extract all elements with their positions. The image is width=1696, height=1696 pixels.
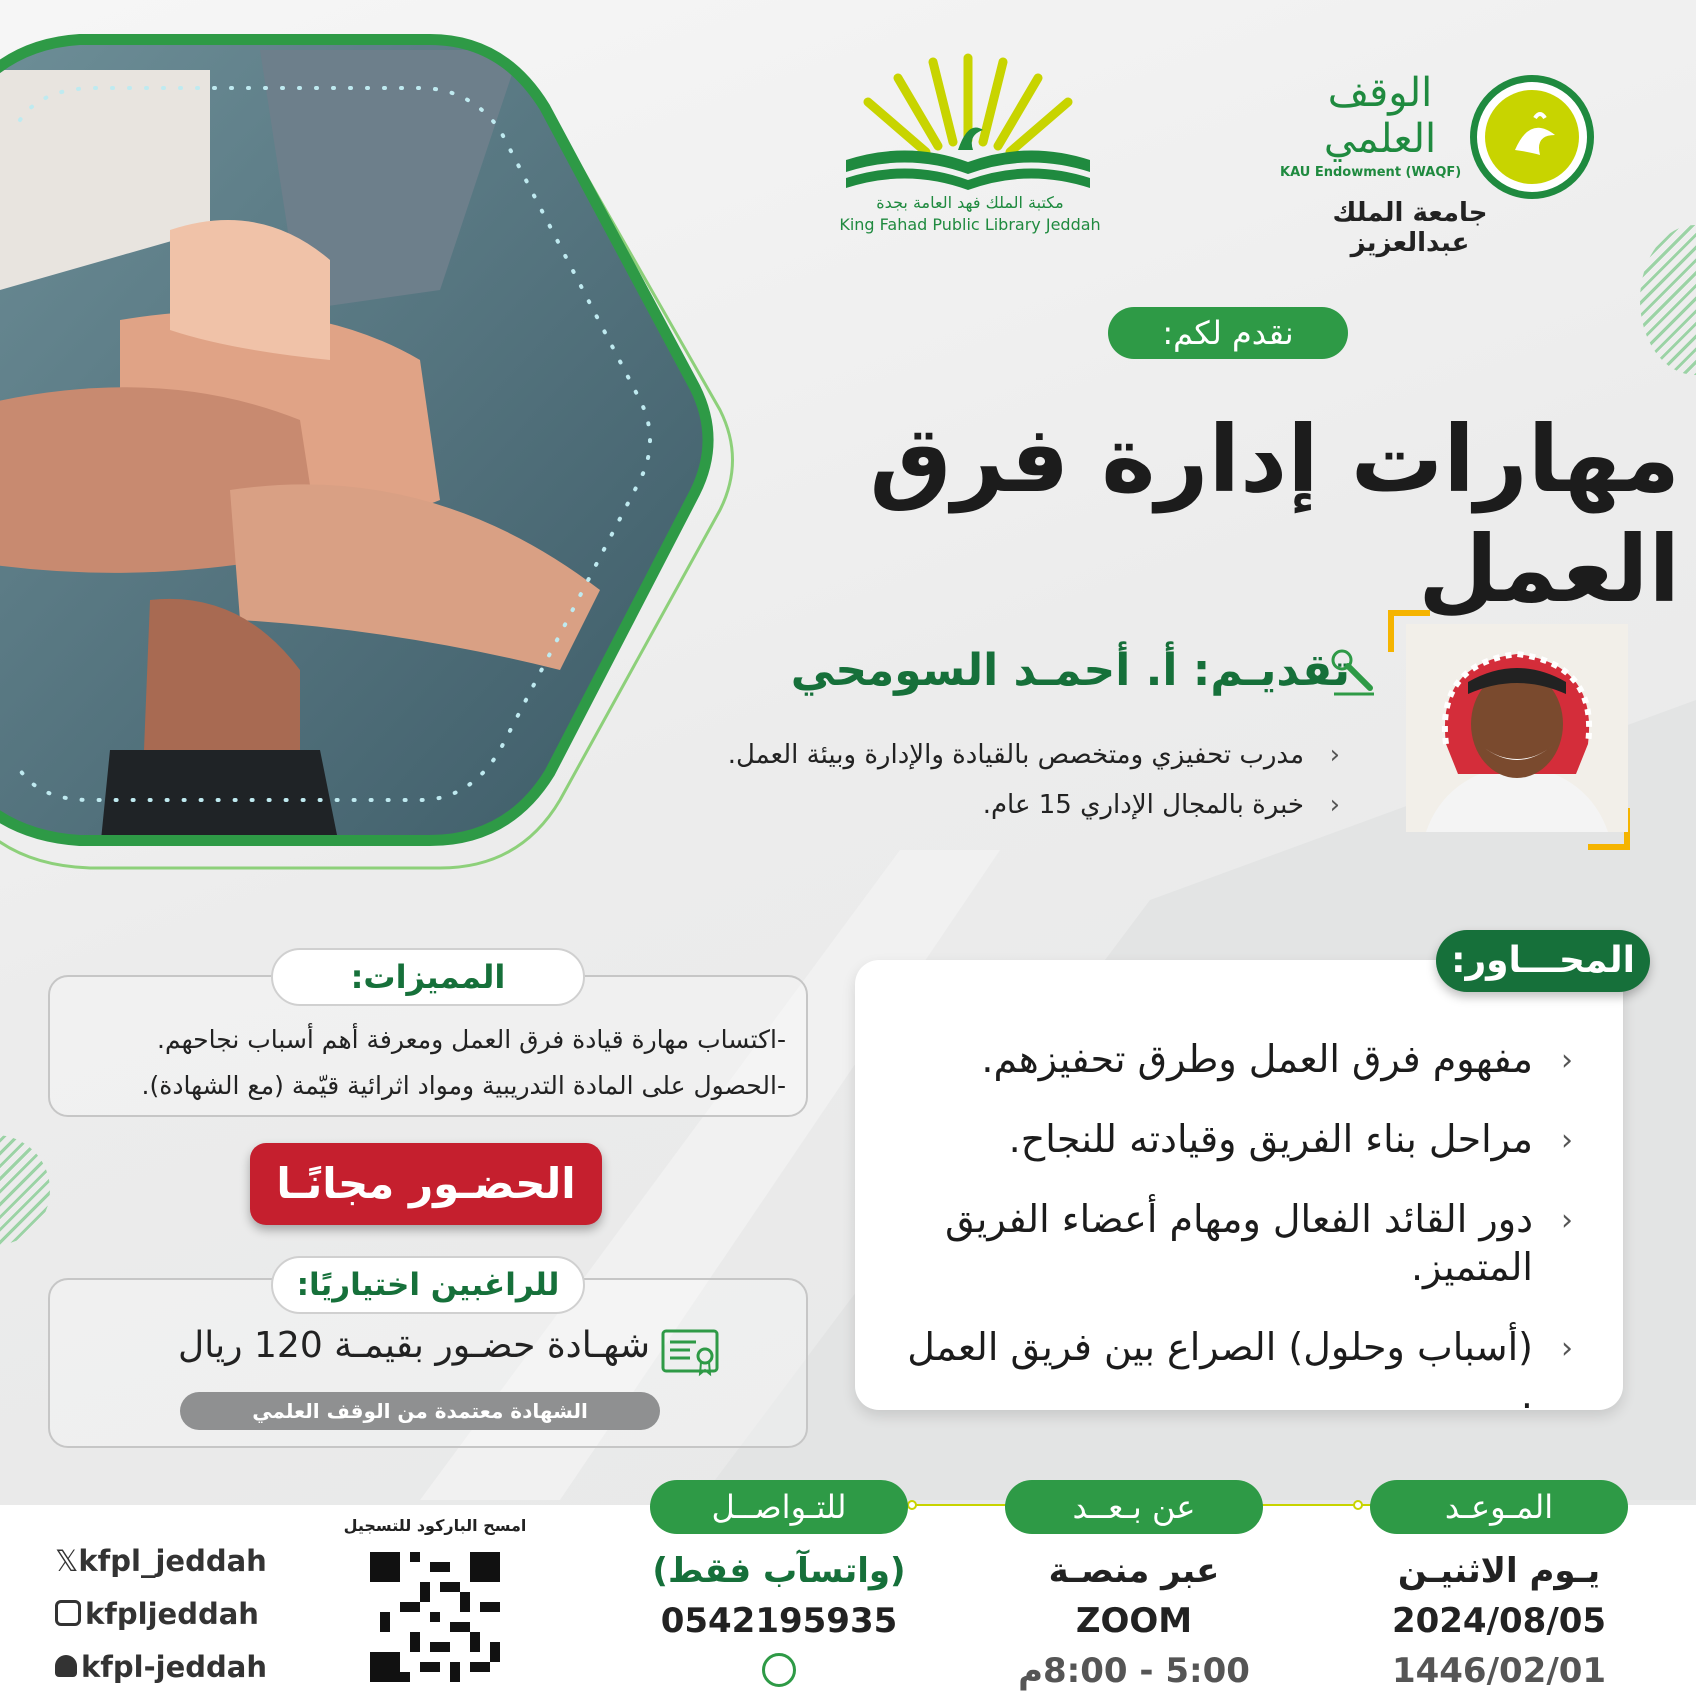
schedule-hijri: 1446/02/01 bbox=[1391, 1651, 1607, 1691]
waqf-name-ar: الوقف العلمي bbox=[1323, 70, 1437, 162]
remote-time: 5:00 - 8:00م bbox=[1018, 1651, 1250, 1691]
microphone-icon bbox=[1330, 648, 1378, 698]
contact-phone-row[interactable] bbox=[640, 1596, 918, 1696]
waqf-name-en: KAU Endowment (WAQF) bbox=[1280, 165, 1462, 180]
topics-list bbox=[893, 1035, 1573, 1451]
topic-item: ‹ مراحل بناء الفريق وقيادته للنجاح. bbox=[893, 1115, 1573, 1163]
x-icon: 𝕏 bbox=[55, 1544, 79, 1578]
features-badge: المميزات: bbox=[271, 948, 585, 1006]
library-name-ar: مكتبة الملك فهد العامة بجدة bbox=[876, 193, 1064, 212]
instagram-icon bbox=[55, 1600, 81, 1626]
qr-label: امسح الباركود للتسجيل bbox=[343, 1516, 527, 1535]
contact-badge: للتـواصــل bbox=[650, 1480, 908, 1534]
optional-badge: للراغبين اختياريًا: bbox=[271, 1256, 585, 1314]
topics-card bbox=[855, 960, 1623, 1417]
social-item[interactable]: kfpl-jeddah bbox=[55, 1641, 267, 1694]
waqf-emblem-icon bbox=[1485, 90, 1579, 184]
certificate-icon bbox=[660, 1328, 720, 1378]
feature-item: -اكتساب مهارة قيادة فرق العمل ومعرفة أهم أسباب نجاحهم. bbox=[157, 1025, 786, 1054]
social-item[interactable]: kfpljeddah bbox=[55, 1588, 267, 1641]
topic-item: ‹ (أسباب وحلول) الصراع بين فريق العمل . bbox=[907, 1325, 1573, 1417]
remote-platform-name: ZOOM bbox=[1075, 1601, 1193, 1641]
snapchat-icon bbox=[55, 1655, 77, 1677]
certificate-price: شهـادة حضـور بقيمـة 120 ريال bbox=[178, 1325, 650, 1366]
waqf-logo-ring bbox=[1470, 75, 1594, 199]
chevron-icon: ‹ bbox=[1561, 1331, 1573, 1366]
presenter-points bbox=[640, 730, 1340, 830]
schedule-date: 2024/08/05 bbox=[1391, 1601, 1607, 1641]
presenter-point: ‹ خبرة بالمجال الإداري 15 عام. bbox=[640, 780, 1340, 830]
social-item[interactable]: 𝕏kfpl_jeddah bbox=[55, 1544, 267, 1578]
chevron-icon: ‹ bbox=[1561, 1043, 1573, 1078]
presents-badge: نقدم لكم: bbox=[1108, 307, 1348, 359]
topic-item: ‹ دور القائد الفعال ومهام أعضاء الفريق المتميز. bbox=[945, 1197, 1573, 1289]
schedule-badge: المـوعـد bbox=[1370, 1480, 1628, 1534]
topic-item: ‹ مفهوم فرق العمل وطرق تحفيزهم. bbox=[893, 1035, 1573, 1083]
remote-badge: عن بـعــد bbox=[1005, 1480, 1263, 1534]
presenter-point: ‹ مدرب تحفيزي ومتخصص بالقيادة والإدارة وبيئة العمل. bbox=[640, 730, 1340, 780]
whatsapp-icon bbox=[762, 1653, 796, 1687]
chevron-icon: ‹ bbox=[1561, 1203, 1573, 1238]
accredited-badge: الشهادة معتمدة من الوقف العلمي bbox=[180, 1392, 660, 1430]
university-name: جامعة الملك عبدالعزيز bbox=[1332, 198, 1488, 258]
chevron-icon: ‹ bbox=[1561, 1123, 1573, 1158]
presenter-photo-frame bbox=[1392, 610, 1622, 842]
page-title: مهارات إدارة فرق العمل bbox=[869, 406, 1680, 623]
qr-code-icon[interactable] bbox=[370, 1552, 500, 1682]
library-name-en: King Fahad Public Library Jeddah bbox=[839, 215, 1101, 234]
contact-phone[interactable]: 0542195935 bbox=[660, 1601, 898, 1641]
feature-item: -الحصول على المادة التدريبية ومواد اثرائية قيّمة (مع الشهادة). bbox=[141, 1071, 786, 1100]
library-logo-icon bbox=[838, 50, 1098, 190]
schedule-day: يـوم الاثنيـن bbox=[1397, 1551, 1601, 1591]
social-links bbox=[55, 1535, 267, 1694]
presenter-photo bbox=[1406, 624, 1628, 832]
topics-badge: المحـــاور: bbox=[1436, 930, 1650, 992]
remote-platform: عبر منصـة bbox=[1048, 1551, 1220, 1591]
free-attendance-badge: الحضـور مجانًـا bbox=[250, 1143, 602, 1225]
presenter-name: تقديـم: أ. أحمـد السومحي bbox=[790, 645, 1350, 696]
contact-note: (واتسآب فقط) bbox=[652, 1551, 906, 1591]
chevron-icon: ‹ bbox=[1329, 790, 1340, 820]
chevron-icon: ‹ bbox=[1329, 740, 1340, 770]
